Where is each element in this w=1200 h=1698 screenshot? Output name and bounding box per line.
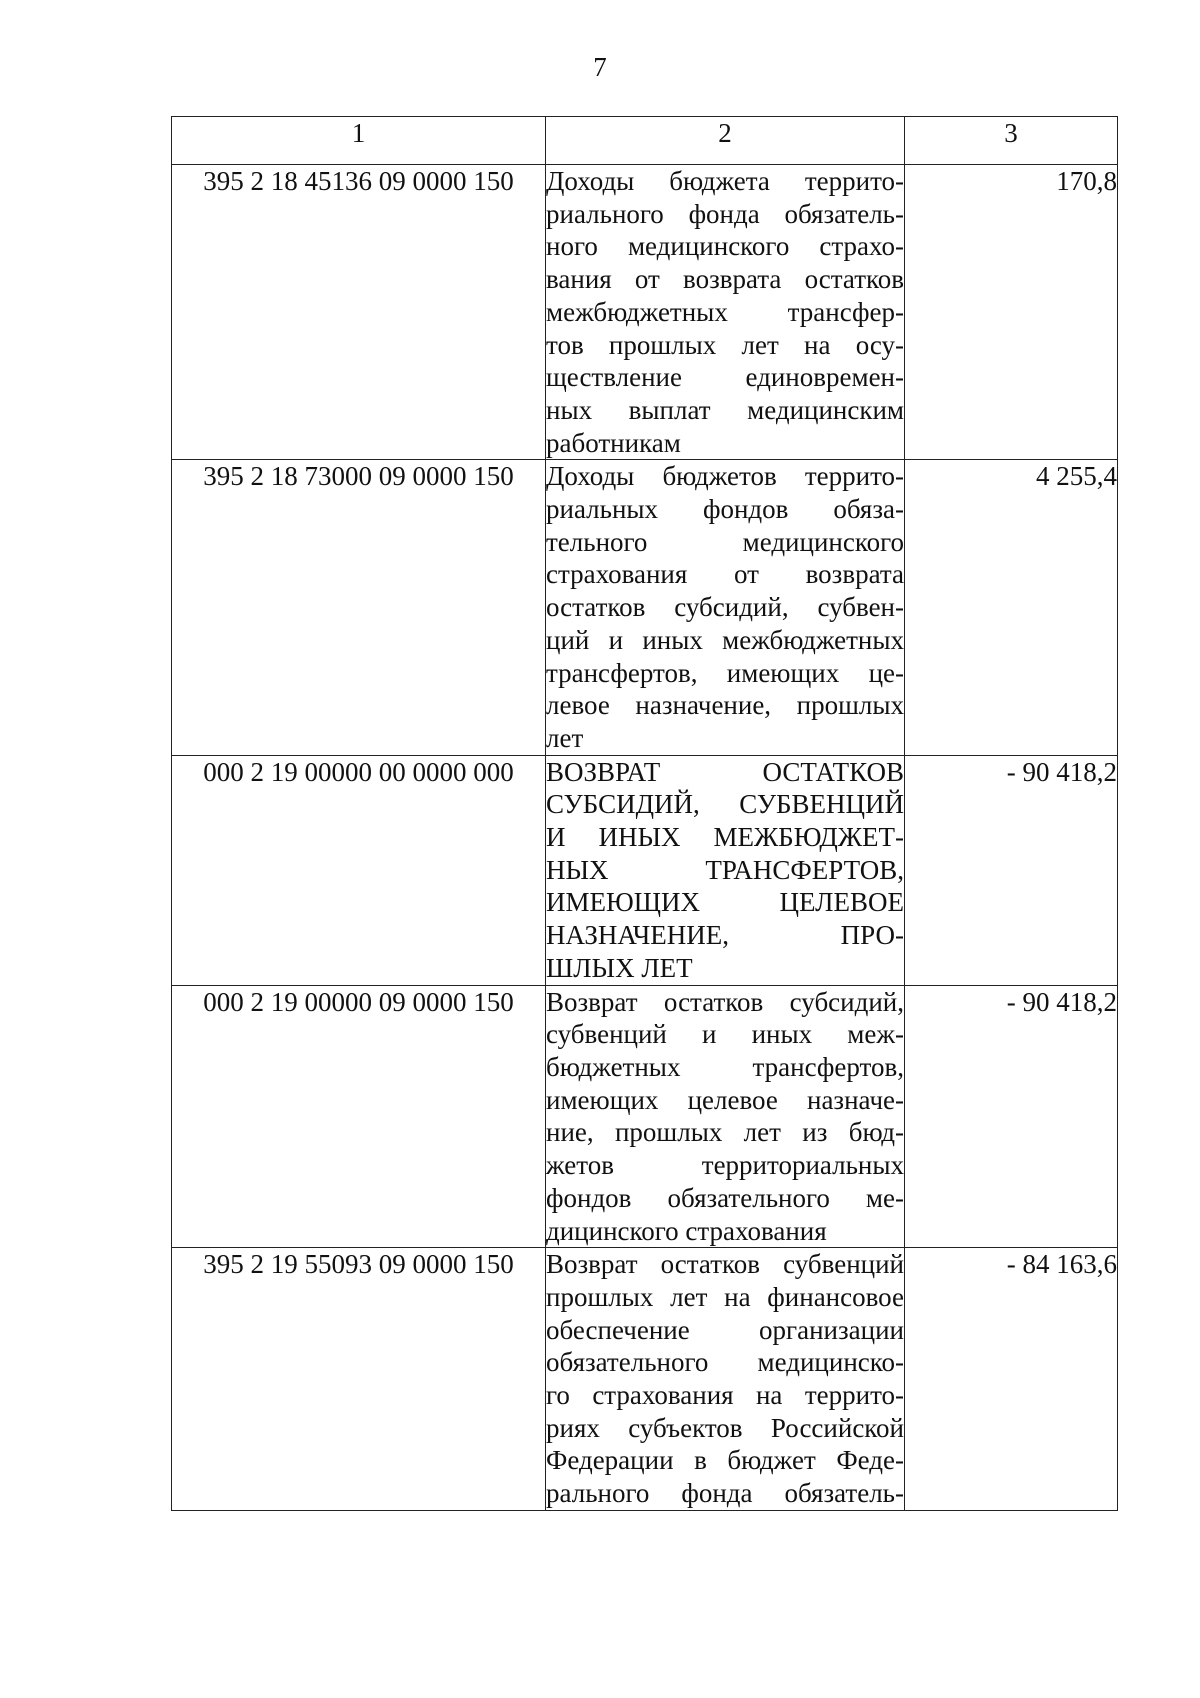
- description-line: ИМЕЮЩИХ ЦЕЛЕВОЕ: [546, 887, 904, 918]
- description-line: имеющих целевое назначе-: [546, 1084, 904, 1115]
- amount-value: 170,8: [905, 165, 1118, 460]
- description-line: остатков субсидий, субвен-: [546, 592, 904, 623]
- revenue-description: [546, 460, 905, 755]
- budget-classification-code: 395 2 18 73000 09 0000 150: [172, 460, 546, 755]
- page-number: 7: [593, 52, 607, 82]
- budget-revenue-table: [171, 116, 1118, 1511]
- table-row: [172, 985, 1118, 1248]
- description-line: ществление единовремен-: [546, 362, 904, 393]
- description-line: риальных фондов обяза-: [546, 494, 904, 525]
- description-line: риях субъектов Российской: [546, 1412, 904, 1443]
- budget-classification-code: 000 2 19 00000 09 0000 150: [172, 985, 546, 1248]
- table-row: [172, 460, 1118, 755]
- description-line: страхования от возврата: [546, 559, 904, 590]
- description-line: вания от возврата остатков: [546, 264, 904, 295]
- column-header-2: 2: [546, 117, 905, 165]
- description-line: НЫХ ТРАНСФЕРТОВ,: [546, 854, 904, 885]
- description-line: Доходы бюджетов террито-: [546, 461, 904, 492]
- revenue-description: [546, 165, 905, 460]
- description-line: ных выплат медицинским: [546, 394, 904, 425]
- description-line: левое назначение, прошлых: [546, 690, 904, 721]
- revenue-description: [546, 1248, 905, 1511]
- description-line: прошлых лет на финансовое: [546, 1281, 904, 1312]
- description-line: НАЗНАЧЕНИЕ, ПРО-: [546, 920, 904, 951]
- description-line: субвенций и иных меж-: [546, 1019, 904, 1050]
- budget-classification-code: 395 2 18 45136 09 0000 150: [172, 165, 546, 460]
- budget-classification-code: 000 2 19 00000 00 0000 000: [172, 755, 546, 985]
- amount-value: - 84 163,6: [905, 1248, 1118, 1511]
- description-line: лет: [546, 722, 584, 753]
- description-line: рального фонда обязатель-: [546, 1478, 904, 1509]
- description-line: тов прошлых лет на осу-: [546, 329, 904, 360]
- table-header-row: [172, 117, 1118, 165]
- column-header-1: 1: [172, 117, 546, 165]
- description-line: СУБСИДИЙ, СУБВЕНЦИЙ: [546, 789, 904, 820]
- amount-value: - 90 418,2: [905, 985, 1118, 1248]
- description-line: тельного медицинского: [546, 526, 904, 557]
- description-line: ций и иных межбюджетных: [546, 624, 904, 655]
- description-line: Возврат остатков субвенций: [546, 1249, 904, 1280]
- description-line: ние, прошлых лет из бюд-: [546, 1117, 904, 1148]
- revenue-description: [546, 755, 905, 985]
- budget-classification-code: 395 2 19 55093 09 0000 150: [172, 1248, 546, 1511]
- description-line: го страхования на террито-: [546, 1380, 904, 1411]
- table-row: [172, 165, 1118, 460]
- description-line: ВОЗВРАТ ОСТАТКОВ: [546, 756, 904, 787]
- description-line: дицинского страхования: [546, 1215, 827, 1246]
- description-line: ного медицинского страхо-: [546, 231, 904, 262]
- description-line: риального фонда обязатель-: [546, 198, 904, 229]
- revenue-description: [546, 985, 905, 1248]
- description-line: работникам: [546, 427, 681, 458]
- description-line: фондов обязательного ме-: [546, 1182, 904, 1213]
- table-row: [172, 1248, 1118, 1511]
- description-line: обеспечение организации: [546, 1314, 904, 1345]
- description-line: обязательного медицинско-: [546, 1347, 904, 1378]
- description-line: И ИНЫХ МЕЖБЮДЖЕТ-: [546, 822, 904, 853]
- description-line: Возврат остатков субсидий,: [546, 986, 904, 1017]
- description-line: Федерации в бюджет Феде-: [546, 1445, 904, 1476]
- description-line: жетов территориальных: [546, 1150, 904, 1181]
- description-line: Доходы бюджета террито-: [546, 166, 904, 196]
- table-row: [172, 755, 1118, 985]
- description-line: бюджетных трансфертов,: [546, 1051, 904, 1082]
- amount-value: - 90 418,2: [905, 755, 1118, 985]
- description-line: ШЛЫХ ЛЕТ: [546, 952, 693, 983]
- table-body: [172, 165, 1118, 1511]
- description-line: трансфертов, имеющих це-: [546, 657, 904, 688]
- column-header-3: 3: [905, 117, 1118, 165]
- description-line: межбюджетных трансфер-: [546, 296, 904, 327]
- amount-value: 4 255,4: [905, 460, 1118, 755]
